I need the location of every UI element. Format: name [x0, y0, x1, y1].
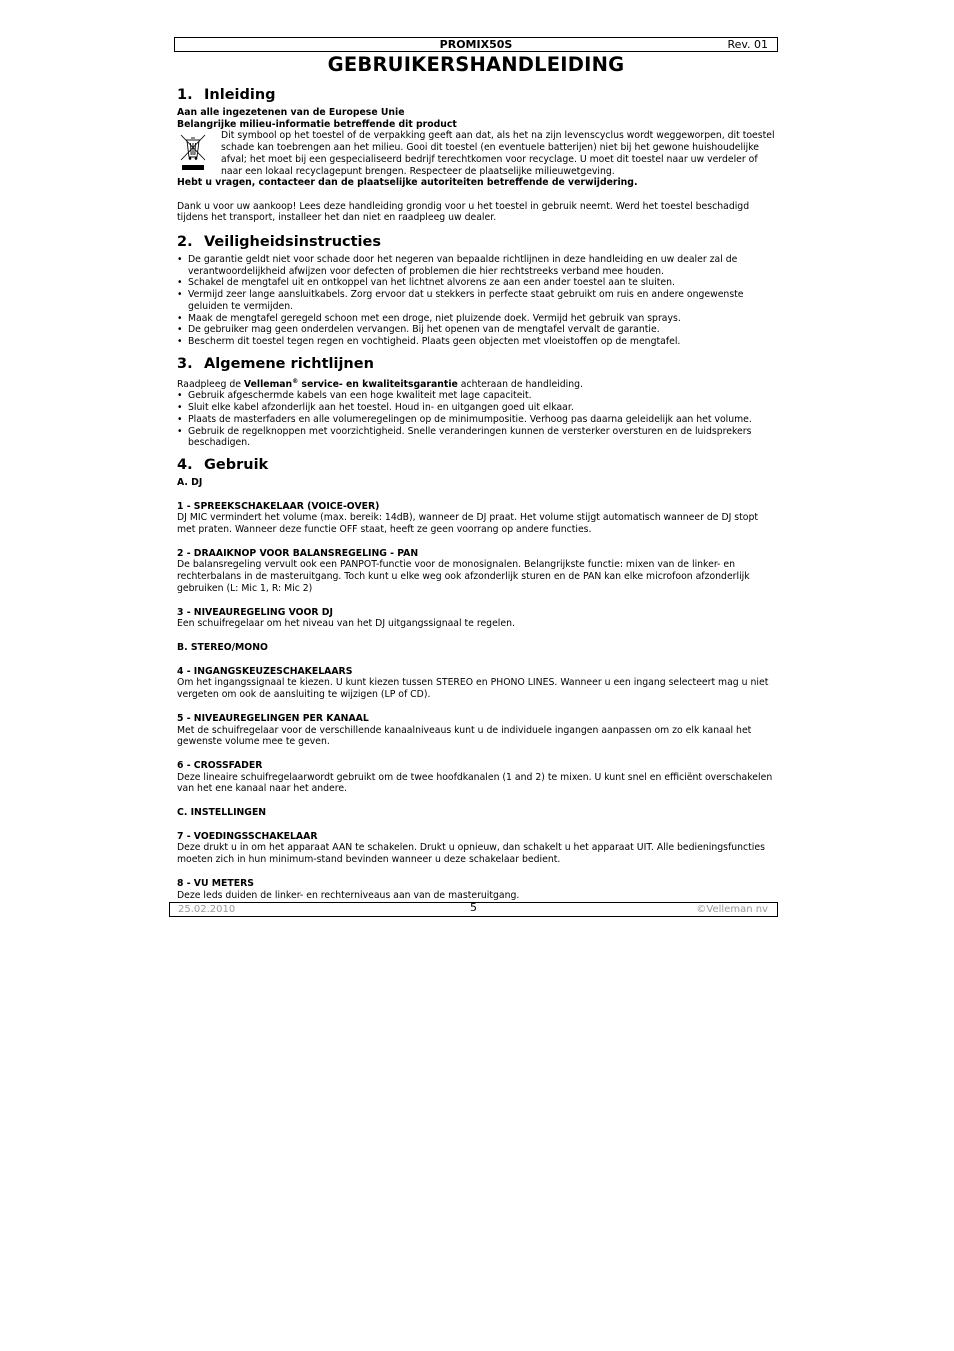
list-item: • Sluit elke kabel afzonderlijk aan het toestel. Houd in- en uitgangen goed uit elkaar. [177, 402, 775, 414]
item-text: Met de schuifregelaar voor de verschillende kanaalniveaus kunt u de individuele ingangen aanpassen om zo elk kanaal het gewenste volume mee te geven. [177, 724, 752, 748]
section-number: 4. [177, 456, 193, 473]
weee-notice [177, 130, 775, 177]
item-title: 5 - NIVEAUREGELINGEN PER KANAAL [177, 712, 369, 724]
item-text: Een schuifregelaar om het niveau van het DJ uitgangssignaal te regelen. [177, 618, 515, 630]
item-text: Om het ingangssignaal te kiezen. U kunt kiezen tussen STEREO en PHONO LINES. Wanneer u een ingang selecteert mag u niet vergeten om ook de aansluiting te wijzigen (LP of CD). [177, 677, 769, 701]
item-dj-level [177, 607, 775, 630]
section-title: Inleiding [204, 87, 276, 103]
section-gebruik [177, 456, 775, 901]
subsection-dj [177, 477, 775, 489]
copyright: ©Velleman nv [696, 904, 768, 915]
item-pan [177, 548, 775, 595]
guidelines-list [177, 390, 775, 449]
item-voice-over [177, 501, 775, 536]
item-text: DJ MIC vermindert het volume (max. bereik: 14dB), wanneer de DJ praat. Het volume stijgt automatisch wanneer de DJ stopt met praten. Wanneer deze functie OFF staat, heeft ze geen voorrang op andere functies. [177, 512, 759, 536]
section-title: Gebruik [204, 456, 269, 473]
safety-list [177, 254, 775, 348]
item-title: 2 - DRAAIKNOP VOOR BALANSREGELING - PAN [177, 547, 419, 559]
section-number: 1. [177, 87, 193, 103]
item-text: Deze lineaire schuifregelaarwordt gebruikt om de twee hoofdkanalen (1 and 2) te mixen. U kunt snel en efficiënt overschakelen van het ene kanaal naar het andere. [177, 771, 773, 795]
subsection-title: C. INSTELLINGEN [177, 807, 267, 819]
section-richtlijnen [177, 355, 775, 449]
item-text: Deze drukt u in om het apparaat AAN te schakelen. Drukt u opnieuw, dan schakelt u het apparaat UIT. Alle bedieningsfuncties moeten zich in hun minimum-stand bevinden wanneer u deze schakelaar bedient. [177, 842, 765, 866]
item-power-switch [177, 831, 775, 866]
footer-date: 25.02.2010 [178, 904, 236, 915]
page-number: 5 [470, 901, 477, 914]
list-item: • Schakel de mengtafel uit en ontkoppel van het lichtnet alvorens ze aan een ander toestel aan te sluiten. [177, 277, 775, 289]
page-header [174, 37, 778, 52]
item-title: 8 - VU METERS [177, 877, 254, 889]
eu-residents-line: Aan alle ingezetenen van de Europese Unie [177, 107, 405, 118]
section-number: 3. [177, 355, 193, 372]
revision-label: Rev. 01 [727, 38, 768, 51]
list-item: • De gebruiker mag geen onderdelen vervangen. Bij het openen van de mengtafel vervalt de garantie. [177, 324, 775, 336]
brand-name: Velleman [243, 378, 293, 390]
item-text: De balansregeling vervult ook een PANPOT-functie voor de monosignalen. Belangrijkste functie: mixen van de linker- en rechterbalans in de masteruitgang. Toch kunt u elke weg ook afzonderlijk sturen en de PAN kan elke microfoon afzonderlijk gebruiken (L: Mic 1, R: Mic 2) [177, 559, 750, 594]
environment-info-line: Belangrijke milieu-informatie betreffende dit product [177, 118, 457, 130]
subsection-title: B. STEREO/MONO [177, 641, 268, 653]
weee-text: Dit symbool op het toestel of de verpakking geeft aan dat, als het na zijn levenscyclus wordt weggeworpen, dit toestel schade kan toebrengen aan het milieu. Gooi dit toestel (en eventuele batterijen) niet bij het gewone huishoudelijke afval; het moet bij een gespecialiseerd bedrijf terechtkomen voor recyclage. U moet dit toestel naar uw verdeler of naar een lokaal recyclagepunt brengen. Respecteer de plaatselijke milieuwetgeving. [221, 130, 775, 177]
item-title: 4 - INGANGSKEUZESCHAKELAARS [177, 665, 353, 677]
item-channel-levels [177, 713, 775, 748]
item-title: 3 - NIVEAUREGELING VOOR DJ [177, 606, 333, 618]
section-title: Algemene richtlijnen [204, 355, 374, 372]
list-item: • Bescherm dit toestel tegen regen en vochtigheid. Plaats geen objecten met vloeistoffen op de mengtafel. [177, 336, 775, 348]
section-title: Veiligheidsinstructies [204, 234, 381, 251]
item-crossfader [177, 760, 775, 795]
subsection-title: A. DJ [177, 476, 203, 488]
item-title: 1 - SPREEKSCHAKELAAR (VOICE-OVER) [177, 500, 380, 512]
contact-authorities-line: Hebt u vragen, contacteer dan de plaatselijke autoriteiten betreffende de verwijdering. [177, 177, 638, 189]
section-heading [177, 86, 775, 104]
item-vu-meters [177, 878, 775, 901]
crossed-bin-icon [178, 132, 208, 172]
model-name: PROMIX50S [439, 38, 513, 51]
item-title: 6 - CROSSFADER [177, 759, 263, 771]
list-item: • Gebruik de regelknoppen met voorzichtigheid. Snelle veranderingen kunnen de versterker oversturen en de luidsprekers beschadigen. [177, 426, 775, 449]
section-veiligheid [177, 233, 775, 348]
subsection-stereo-mono [177, 642, 775, 654]
section-heading [177, 456, 775, 474]
list-item: • Vermijd zeer lange aansluitkabels. Zorg ervoor dat u stekkers in perfecte staat gebruikt om ruis en andere ongewenste geluiden te vermijden. [177, 289, 775, 312]
item-input-select [177, 666, 775, 701]
section-heading [177, 233, 775, 251]
list-item: • Maak de mengtafel geregeld schoon met een droge, niet pluizende doek. Vermijd het gebruik van sprays. [177, 313, 775, 325]
warranty-reference: Raadpleeg de Velleman® service- en kwaliteitsgarantie achteraan de handleiding. [177, 377, 584, 390]
subsection-settings [177, 807, 775, 819]
page-footer [169, 902, 778, 917]
section-number: 2. [177, 234, 193, 251]
document-title: GEBRUIKERSHANDLEIDING [327, 53, 625, 76]
item-title: 7 - VOEDINGSSCHAKELAAR [177, 830, 318, 842]
section-heading [177, 355, 775, 373]
list-item: • De garantie geldt niet voor schade door het negeren van bepaalde richtlijnen in deze handleiding en uw dealer zal de verantwoordelijkheid afwijzen voor defecten of problemen die hier rechtstreeks verband mee houden. [177, 254, 775, 277]
thanks-paragraph: Dank u voor uw aankoop! Lees deze handleiding grondig voor u het toestel in gebruik neemt. Werd het toestel beschadigd tijdens het transport, installeer het dan niet en raadpleeg uw dealer. [177, 200, 750, 224]
list-item: • Gebruik afgeschermde kabels van een hoge kwaliteit met lage capaciteit. [177, 390, 775, 402]
section-inleiding [177, 86, 775, 224]
page-content [177, 86, 775, 901]
item-text: Deze leds duiden de linker- en rechterniveaus aan van de masteruitgang. [177, 889, 520, 901]
list-item: • Plaats de masterfaders en alle volumeregelingen op de minimumpositie. Verhoog pas daarna geleidelijk aan het volume. [177, 414, 775, 426]
